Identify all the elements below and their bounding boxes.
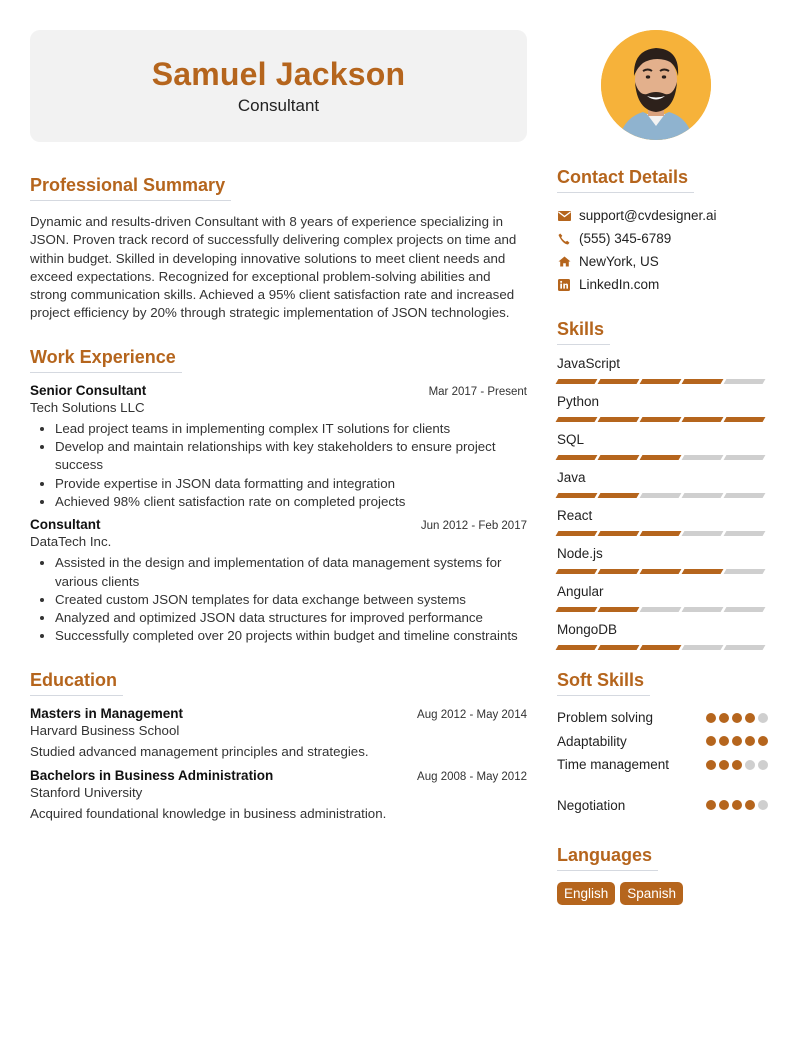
rating-dot-empty-icon xyxy=(758,800,768,810)
skill-segment-filled xyxy=(640,531,682,536)
candidate-name: Samuel Jackson xyxy=(151,56,406,92)
rating-dot-filled-icon xyxy=(745,713,755,723)
rating-dot-empty-icon xyxy=(758,713,768,723)
skill-name: Python xyxy=(557,394,600,409)
degree-name: Masters in Management xyxy=(30,705,184,721)
skill-segment-empty xyxy=(682,531,724,536)
section-title-languages: Languages xyxy=(557,845,658,871)
sidebar-column xyxy=(557,30,770,905)
skill-item xyxy=(557,355,770,384)
section-title-soft-skills: Soft Skills xyxy=(557,670,650,696)
candidate-title: Consultant xyxy=(237,96,320,115)
skill-item xyxy=(557,621,770,650)
rating-dot-filled-icon xyxy=(719,736,729,746)
skill-segment-filled xyxy=(598,379,640,384)
skill-item xyxy=(557,469,770,498)
skill-item xyxy=(557,583,770,612)
skill-segment-empty xyxy=(724,531,766,536)
education-entry xyxy=(30,706,527,759)
skill-segment-filled xyxy=(556,569,598,574)
education-section xyxy=(30,670,527,821)
contact-location-text: NewYork, US xyxy=(579,254,659,269)
work-experience-section xyxy=(30,347,527,646)
soft-skill-item xyxy=(557,730,770,754)
rating-dot-filled-icon xyxy=(732,736,742,746)
soft-skill-rating xyxy=(706,760,768,770)
contact-phone[interactable] xyxy=(557,227,770,250)
rating-dot-filled-icon xyxy=(732,760,742,770)
skill-segment-filled xyxy=(598,531,640,536)
job-bullet: • Successfully completed over 20 projects within budget and timeline constraints xyxy=(55,627,527,645)
education-description: Studied advanced management principles and strategies. xyxy=(30,743,369,759)
job-bullets xyxy=(30,554,527,645)
skill-segment-filled xyxy=(556,607,598,612)
skill-segment-filled xyxy=(682,379,724,384)
profile-photo xyxy=(601,30,711,140)
skill-segment-empty xyxy=(724,607,766,612)
skill-segment-filled xyxy=(640,455,682,460)
skill-level-bar xyxy=(557,417,770,422)
skill-segment-empty xyxy=(640,607,682,612)
soft-skills-section xyxy=(557,670,770,817)
language-badge: Spanish xyxy=(620,882,683,905)
skill-segment-filled xyxy=(640,417,682,422)
contact-email-text: support@cvdesigner.ai xyxy=(579,208,717,223)
soft-skills-list xyxy=(557,706,770,817)
skill-segment-filled xyxy=(556,645,598,650)
skill-segment-empty xyxy=(724,569,766,574)
languages-list xyxy=(557,882,770,905)
skill-segment-filled xyxy=(556,531,598,536)
job-entry xyxy=(30,517,527,645)
main-column xyxy=(30,30,527,821)
skill-segment-filled xyxy=(640,645,682,650)
rating-dot-filled-icon xyxy=(745,800,755,810)
soft-skill-name: Time management xyxy=(557,757,670,773)
job-dates: Mar 2017 - Present xyxy=(428,385,527,398)
rating-dot-empty-icon xyxy=(758,760,768,770)
skill-name: Node.js xyxy=(557,546,603,561)
skill-segment-filled xyxy=(556,493,598,498)
job-company: Tech Solutions LLC xyxy=(30,399,145,415)
skill-level-bar xyxy=(557,455,770,460)
skills-list xyxy=(557,355,770,650)
job-bullets xyxy=(30,420,527,511)
skill-name: SQL xyxy=(557,432,585,447)
skill-name: Java xyxy=(557,470,586,485)
skill-name: JavaScript xyxy=(557,356,621,371)
rating-dot-filled-icon xyxy=(719,800,729,810)
skill-segment-empty xyxy=(682,645,724,650)
skill-level-bar xyxy=(557,569,770,574)
skill-item xyxy=(557,507,770,536)
job-bullet: • Develop and maintain relationships with key stakeholders to ensure project success xyxy=(55,438,527,475)
skill-segment-filled xyxy=(556,455,598,460)
section-title-contact: Contact Details xyxy=(557,167,694,193)
envelope-icon xyxy=(557,209,571,223)
language-badge: English xyxy=(557,882,615,905)
education-dates: Aug 2008 - May 2012 xyxy=(417,770,527,783)
skill-segment-empty xyxy=(724,645,766,650)
section-title-summary: Professional Summary xyxy=(30,175,231,201)
job-dates: Jun 2012 - Feb 2017 xyxy=(420,520,527,533)
soft-skill-item xyxy=(557,753,770,777)
soft-skill-rating xyxy=(706,736,768,746)
soft-skill-item xyxy=(557,794,770,818)
skill-segment-filled xyxy=(724,417,766,422)
skill-segment-empty xyxy=(724,379,766,384)
skill-level-bar xyxy=(557,493,770,498)
rating-dot-filled-icon xyxy=(732,800,742,810)
job-entry xyxy=(30,383,527,511)
skill-level-bar xyxy=(557,645,770,650)
education-entry xyxy=(30,768,527,821)
degree-name: Bachelors in Business Administration xyxy=(30,767,274,783)
skill-level-bar xyxy=(557,379,770,384)
skill-segment-filled xyxy=(682,417,724,422)
job-bullet: • Assisted in the design and implementation of data management systems for various clients xyxy=(55,554,527,591)
skill-segment-empty xyxy=(724,455,766,460)
skill-segment-filled xyxy=(640,569,682,574)
skill-segment-empty xyxy=(682,455,724,460)
phone-icon xyxy=(557,232,571,246)
skill-item xyxy=(557,393,770,422)
section-title-education: Education xyxy=(30,670,123,696)
skill-segment-filled xyxy=(598,417,640,422)
skill-segment-filled xyxy=(682,569,724,574)
contact-details-section xyxy=(557,167,770,296)
school-name: Harvard Business School xyxy=(30,722,180,738)
job-bullet: • Achieved 98% client satisfaction rate on completed projects xyxy=(55,493,527,511)
rating-dot-filled-icon xyxy=(706,760,716,770)
skill-segment-filled xyxy=(598,645,640,650)
job-bullet: • Created custom JSON templates for data exchange between systems xyxy=(55,591,527,609)
home-icon xyxy=(557,255,571,269)
skill-segment-empty xyxy=(724,493,766,498)
contact-linkedin[interactable] xyxy=(557,273,770,296)
skill-segment-filled xyxy=(640,379,682,384)
skill-segment-filled xyxy=(598,607,640,612)
job-company: DataTech Inc. xyxy=(30,534,112,550)
skill-segment-filled xyxy=(556,379,598,384)
rating-dot-filled-icon xyxy=(706,713,716,723)
contact-email[interactable] xyxy=(557,204,770,227)
rating-dot-filled-icon xyxy=(758,736,768,746)
person-avatar-icon xyxy=(601,30,711,140)
contact-phone-text: (555) 345-6789 xyxy=(579,231,672,246)
soft-skill-name: Adaptability xyxy=(557,733,627,749)
job-bullet: • Provide expertise in JSON data formatting and integration xyxy=(55,475,527,493)
job-bullet: • Analyzed and optimized JSON data structures for improved performance xyxy=(55,609,527,627)
soft-skill-rating xyxy=(706,713,768,723)
skill-name: React xyxy=(557,508,593,523)
contact-location xyxy=(557,250,770,273)
skill-segment-filled xyxy=(598,493,640,498)
skill-segment-filled xyxy=(556,417,598,422)
job-bullet: • Lead project teams in implementing complex IT solutions for clients xyxy=(55,420,527,438)
rating-dot-empty-icon xyxy=(745,760,755,770)
skills-section xyxy=(557,319,770,650)
summary-text: Dynamic and results-driven Consultant with 8 years of experience specializing in JSON. Proven track record of successfully delivering complex projects on time and within budget. Skilled in developing innovative solutions to meet client needs and exceed expectations. Recognized for exceptional problem-solving abilities and strong communication skills. Achieved a 95% client satisfaction rate and increased project efficiency by 20% through strategic implementation of JSON technologies. xyxy=(30,214,517,321)
linkedin-icon xyxy=(557,278,571,292)
skill-segment-filled xyxy=(598,455,640,460)
rating-dot-filled-icon xyxy=(706,800,716,810)
rating-dot-filled-icon xyxy=(719,713,729,723)
rating-dot-filled-icon xyxy=(706,736,716,746)
section-title-skills: Skills xyxy=(557,319,610,345)
soft-skill-rating xyxy=(706,800,768,810)
job-role: Consultant xyxy=(30,517,101,533)
soft-skill-item xyxy=(557,706,770,730)
skill-level-bar xyxy=(557,607,770,612)
skill-segment-empty xyxy=(682,493,724,498)
contact-linkedin-text: LinkedIn.com xyxy=(579,277,660,292)
rating-dot-filled-icon xyxy=(745,736,755,746)
section-title-work: Work Experience xyxy=(30,347,182,373)
skill-segment-filled xyxy=(598,569,640,574)
languages-section xyxy=(557,845,770,905)
rating-dot-filled-icon xyxy=(732,713,742,723)
skill-segment-empty xyxy=(682,607,724,612)
skill-level-bar xyxy=(557,531,770,536)
header-card xyxy=(30,30,527,142)
soft-skill-name: Problem solving xyxy=(557,710,654,726)
school-name: Stanford University xyxy=(30,784,143,800)
skill-name: MongoDB xyxy=(557,622,618,637)
soft-skill-name: Negotiation xyxy=(557,797,626,813)
skill-item xyxy=(557,431,770,460)
skill-segment-empty xyxy=(640,493,682,498)
professional-summary-section xyxy=(30,175,527,323)
skill-item xyxy=(557,545,770,574)
skill-name: Angular xyxy=(557,584,604,599)
education-description: Acquired foundational knowledge in business administration. xyxy=(30,805,387,821)
education-dates: Aug 2012 - May 2014 xyxy=(417,708,527,721)
job-role: Senior Consultant xyxy=(30,382,147,398)
rating-dot-filled-icon xyxy=(719,760,729,770)
